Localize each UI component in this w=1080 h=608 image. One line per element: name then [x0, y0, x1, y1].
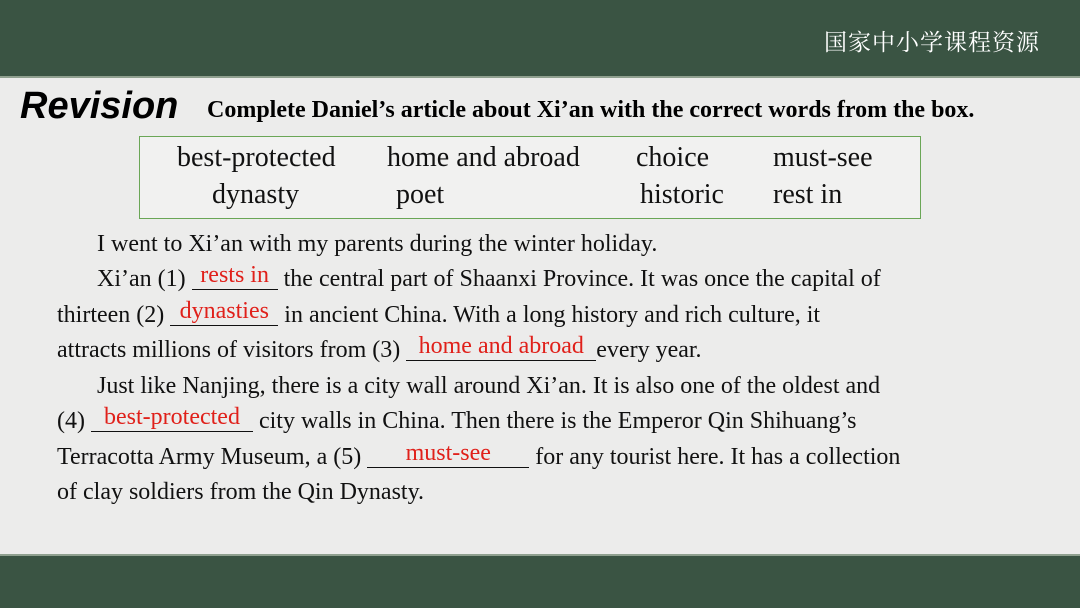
- word-option: historic: [640, 179, 724, 210]
- word-option: dynasty: [212, 179, 300, 210]
- article-text: attracts millions of visitors from (3): [57, 337, 407, 363]
- word-option: must-see: [773, 142, 873, 173]
- answer-blank-3[interactable]: [406, 333, 596, 361]
- header-divider: [0, 76, 1080, 78]
- article-line: [97, 261, 881, 297]
- article-text: for any tourist here. It has a collection: [529, 444, 901, 470]
- article-line: [97, 226, 657, 262]
- answer-blank-1[interactable]: [192, 262, 278, 290]
- answer-text: best-protected: [104, 404, 240, 430]
- answer-blank-2[interactable]: [170, 298, 278, 326]
- article-line: [57, 332, 702, 368]
- article-text: city walls in China. Then there is the Emperor Qin Shihuang’s: [252, 408, 857, 434]
- article-text: the central part of Shaanxi Province. It was once the capital of: [277, 266, 881, 292]
- instruction-text: Complete Daniel’s article about Xi’an with the correct words from the box.: [207, 97, 975, 123]
- article-text: Xi’an (1): [97, 266, 192, 292]
- word-option: rest in: [773, 179, 843, 210]
- article-line: [57, 403, 856, 439]
- article-line: [57, 297, 820, 333]
- answer-blank-4[interactable]: [91, 404, 253, 432]
- article-text: Just like Nanjing, there is a city wall around Xi’an. It is also one of the oldest and: [97, 373, 881, 399]
- word-option: poet: [396, 179, 445, 210]
- brand-label: 国家中小学课程资源: [824, 30, 1040, 56]
- answer-text: home and abroad: [418, 333, 584, 359]
- page-title: Revision: [20, 85, 179, 127]
- article-line: [57, 439, 900, 475]
- article-text: every year.: [596, 337, 702, 363]
- article-line: [57, 474, 424, 510]
- article-text: in ancient China. With a long history and rich culture, it: [278, 302, 821, 328]
- article-text: thirteen (2): [57, 302, 171, 328]
- answer-text: rests in: [200, 262, 269, 288]
- word-option: home and abroad: [387, 142, 580, 173]
- article-text: of clay soldiers from the Qin Dynasty.: [57, 479, 425, 505]
- word-box: [139, 136, 921, 219]
- article-text: I went to Xi’an with my parents during the winter holiday.: [97, 231, 658, 257]
- article-line: [97, 368, 880, 404]
- header-bar: [0, 0, 1080, 76]
- article-text: Terracotta Army Museum, a (5): [57, 444, 368, 470]
- answer-text: must-see: [405, 440, 491, 466]
- word-option: best-protected: [177, 142, 336, 173]
- article-text: (4): [57, 408, 91, 434]
- word-option: choice: [636, 142, 710, 173]
- answer-blank-5[interactable]: [367, 440, 529, 468]
- footer-bar: [0, 556, 1080, 608]
- answer-text: dynasties: [179, 298, 269, 324]
